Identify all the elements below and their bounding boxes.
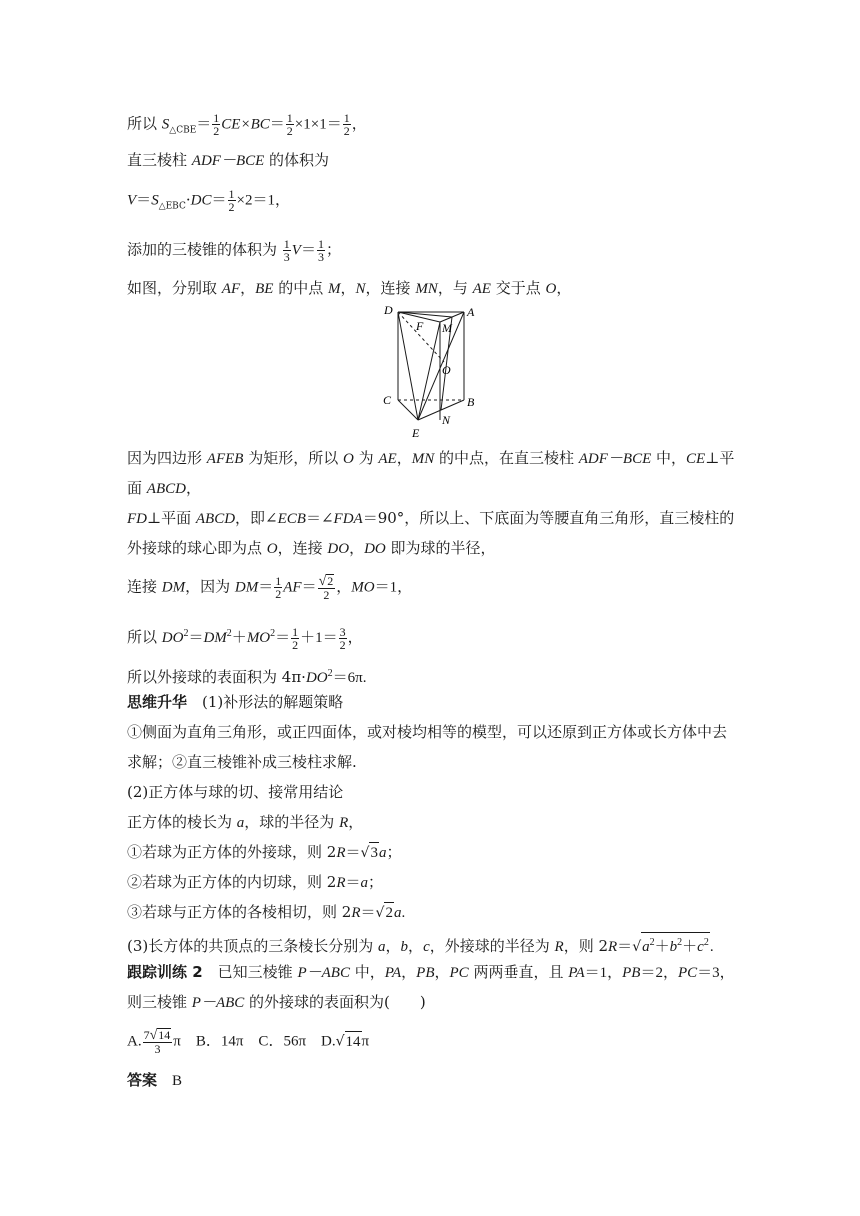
text: . [401,905,406,921]
math-expr: ABCD [195,511,236,527]
text-line-23 [127,992,426,1013]
math-expr: R [336,845,346,861]
math-expr: ADF－BCE [191,153,265,169]
math-expr: DC [190,192,212,209]
text: ， [408,937,424,955]
text: · [185,190,191,209]
math-expr: AE [378,451,397,467]
text-line-20 [127,902,405,923]
text: 则三棱锥 [127,993,192,1011]
text: ， [340,279,356,297]
math-expr: CE×BC [221,116,270,133]
math-expr: FD [127,511,147,527]
math-expr: AE [472,281,491,297]
text: π B．14π C．56π D. [173,1033,336,1050]
label-M: M [442,321,452,335]
subscript: △CBE [169,125,197,136]
math-expr: c [697,939,704,955]
text: ③若球与正方体的各棱相切，则 2 [127,903,352,921]
edge-FE2 [418,322,440,420]
math-expr: a [236,815,245,831]
label-N: N [442,413,451,427]
text-line-14 [127,722,727,742]
text: ， [351,114,367,133]
math-expr: N [355,281,366,297]
text: ＝ [196,114,212,133]
text: . [709,939,714,955]
text: ＝ [275,628,291,646]
math-V: V [291,242,301,259]
text-line-8 [127,508,734,529]
text: ＝3， [697,965,735,981]
text: ②若球为正方体的内切球，则 2 [127,873,337,891]
fraction-denominator: 3 [317,250,324,264]
text-line-18 [127,842,401,863]
text: ， [348,813,364,831]
fraction-numerator: 1 [283,237,290,251]
sqrt-sign: √ [375,905,385,921]
math-expr: ADF－BCE [578,451,652,467]
fraction-numerator [318,574,336,588]
text: ； [368,873,384,891]
option-label: A. [127,1033,142,1050]
text: ＝ [617,937,633,955]
math-expr: DM [203,630,227,646]
fraction-denominator: 3 [283,250,290,264]
text-line-22 [127,962,735,983]
text: ⊥平面 [147,509,196,527]
sqrt-radicand: 2 [327,574,334,588]
text: 中， [349,963,385,981]
text: ＝2， [640,965,678,981]
prism-figure [378,300,488,442]
text: ×1×1＝ [294,116,342,133]
text: ，球的半径为 [244,813,340,831]
label-A: A [467,305,475,319]
edge-DE [398,312,418,420]
sqrt-radicand: 3 [369,842,379,863]
text: (3)长方体的共顶点的三条棱长分别为 [127,937,379,955]
text: ＝ [258,577,274,596]
text: ＋ [654,937,670,955]
text: ＝ [301,577,317,596]
text-line-11 [127,624,363,651]
text: ， [336,577,352,596]
text-line-3 [127,188,290,217]
text: ， [385,937,401,955]
math-expr: DM [161,579,186,596]
math-expr: PA [384,965,402,981]
fraction-numerator: 3 [339,624,346,639]
math-expr: O [266,541,278,557]
math-expr: P－ABC [191,995,245,1011]
text-line-7 [127,478,201,499]
math-expr: b [400,939,409,955]
text: 如图，分别取 [127,279,222,297]
math-expr: M [328,281,341,297]
answer-value: B [157,1073,183,1089]
text: ＝ [269,114,285,133]
fraction-denominator: 2 [292,637,299,652]
math-expr: R [336,875,346,891]
text: 面 [127,479,147,497]
sqrt-sign: √ [335,1033,345,1050]
text: ， [240,279,256,297]
superscript: 2 [226,628,232,639]
sqrt-radicand: 2 [384,902,394,923]
text: 正方体的棱长为 [127,813,237,831]
text: ＝∠ [305,509,334,527]
superscript: 2 [649,937,655,948]
fraction-denominator: 2 [275,587,282,601]
text: ×2＝1， [236,192,290,209]
text: ＝90°，所以上、下底面为等腰直角三角形，直三棱柱的 [362,509,735,527]
text: ＋1＝ [300,630,338,646]
fraction [291,626,299,651]
text: 为矩形，所以 [243,449,343,467]
text: ＝ [345,873,361,891]
fraction [317,238,325,263]
math-expr: R [608,939,618,955]
answer-heading: 答案 [127,1071,158,1089]
text: ， [434,963,450,981]
fraction [286,112,294,137]
math-expr: ABCD [146,481,186,497]
text: 所以 [127,114,162,133]
math-expr: O [545,281,557,297]
math-expr: R [339,815,349,831]
text: 的中点 [273,279,328,297]
fraction-numerator: 1 [228,187,235,201]
text: 为 [353,449,379,467]
math-expr: FDA [333,511,363,527]
math-expr: BE [255,281,274,297]
superscript: 2 [703,937,709,948]
math-expr: PB [416,965,435,981]
math-expr: MN [411,451,435,467]
fraction-denominator: 2 [318,588,336,601]
math-expr: ECB [277,511,306,527]
fraction [318,574,336,601]
text: ， [347,628,363,646]
text: ，因为 [185,577,235,596]
text: 因为四边形 [127,449,207,467]
text: 添加的三棱锥的体积为 [127,240,282,259]
text: 求解；②直三棱锥补成三棱柱求解. [127,753,357,771]
fraction [228,188,236,213]
text: ； [386,843,402,861]
math-expr: MN [415,281,438,297]
text: 直三棱柱 [127,151,192,169]
fraction-numerator: 1 [292,624,299,639]
text-line-2 [127,150,329,171]
text-line-4 [127,238,341,263]
math-expr: O [342,451,354,467]
text: 即为球的半径， [385,539,496,557]
text: 中， [651,449,687,467]
label-O: O [442,363,451,377]
text: ， [349,539,365,557]
math-expr: MO [246,630,271,646]
section-heading: 跟踪训练 2 [127,963,203,981]
math-expr: a [378,845,387,861]
subscript: △EBC [158,201,186,212]
edge-AE [418,312,464,420]
text: 外接球的球心即为点 [127,539,267,557]
text: ， [396,449,412,467]
text: ①若球为正方体的外接球，则 2 [127,843,337,861]
text: ，即∠ [235,509,278,527]
text: ＝ [188,628,204,646]
section-heading: 思维升华 [127,693,188,711]
math-expr: AF [283,579,302,596]
text: 已知三棱锥 [202,963,298,981]
text: ，连接 [365,279,416,297]
fraction-denominator: 2 [228,200,235,214]
fraction-numerator: 1 [213,111,220,125]
fraction [283,238,291,263]
math-expr: a [393,905,402,921]
text-line-25-answer [127,1070,182,1091]
sqrt-sign: √ [149,1028,158,1043]
text: ，则 2 [563,937,608,955]
math-S: S [161,116,170,133]
fraction-numerator: 1 [275,574,282,588]
text-line-24-options [127,1028,369,1055]
text-line-10 [127,574,412,601]
math-expr: a [642,939,650,955]
math-expr: PA [568,965,585,981]
sqrt-radicand: 14 [345,1031,362,1052]
math-expr: PB [622,965,641,981]
superscript: 2 [270,628,276,639]
text: (2)正方体与球的切、接常用结论 [127,783,344,801]
fraction [274,575,282,600]
text: ＝1， [374,579,413,596]
text: ； [325,240,341,259]
math-expr: PC [677,965,698,981]
text: 7 [143,1028,150,1042]
fraction-denominator: 2 [213,124,220,138]
text: ，与 [437,279,473,297]
text-line-13 [127,692,343,712]
text-line-19 [127,872,383,893]
superscript: 2 [677,937,683,948]
fraction [343,112,351,137]
text-line-1 [127,112,367,141]
math-V: V [127,192,137,209]
math-expr: b [669,939,678,955]
math-expr: R [351,905,361,921]
text: ＝ [360,903,376,921]
text: 的体积为 [264,151,330,169]
sqrt-radicand [641,932,710,957]
text: ＝1， [584,965,623,981]
sqrt-sign: √ [632,939,642,955]
label-C: C [383,393,392,407]
text: ⊥平 [705,449,735,467]
text-line-17 [127,812,363,833]
sqrt-radicand: 14 [158,1028,171,1042]
math-expr: P－ABC [297,965,350,981]
fraction-denominator: 2 [286,124,293,138]
fraction-numerator: 1 [286,111,293,125]
math-expr: a [378,939,386,955]
label-D: D [384,303,393,317]
text-line-12 [127,664,366,688]
math-expr: R [554,939,564,955]
text-line-16 [127,782,343,802]
text-line-9 [127,538,496,559]
text: ＝ [136,190,152,209]
text: 的中点，在直三棱柱 [434,449,579,467]
fraction-denominator: 2 [343,124,350,138]
sqrt-sign: √ [318,574,327,589]
math-expr: PC [449,965,469,981]
text: (1)补形法的解题策略 [187,693,344,711]
text-line-15 [127,752,357,772]
text: 的外接球的表面积为( ) [244,993,426,1011]
math-expr: DO [364,541,386,557]
text: ＝ [211,190,227,209]
superscript: 2 [183,628,189,639]
fraction [339,626,347,651]
fraction-denominator: 2 [339,637,346,652]
text: ①侧面为直角三角形，或正四面体，或对棱均相等的模型，可以还原到正方体或长方体中去 [127,723,728,741]
fraction-numerator: 1 [343,111,350,125]
text: ＝ [345,843,361,861]
text: ＋ [682,937,698,955]
text: ， [556,279,572,297]
math-S: S [151,192,159,209]
math-expr: a [360,875,369,891]
fraction [143,1028,173,1055]
fraction [212,112,220,137]
math-expr: DO [305,670,328,686]
text: ， [401,963,417,981]
text: π [361,1033,370,1050]
text: 连接 [127,577,162,596]
math-expr: MO [351,579,375,596]
text: 两两垂直，且 [468,963,569,981]
text: ＝6π. [332,670,367,686]
text: 交于点 [490,279,546,297]
text: ，外接球的半径为 [429,937,555,955]
fraction-numerator [143,1028,173,1042]
math-expr: AFEB [206,451,244,467]
text: ＋ [231,628,247,646]
math-expr: DO [161,630,184,646]
text: ＝ [300,240,316,259]
text: ， [185,479,201,497]
math-expr: DM [234,579,259,596]
fraction-numerator: 1 [317,237,324,251]
label-E: E [412,426,420,440]
fraction-denominator: 3 [143,1042,173,1055]
label-B: B [467,395,475,409]
text: ，连接 [277,539,328,557]
text: 所以外接球的表面积为 4π· [127,668,306,686]
math-expr: DO [327,541,350,557]
math-expr: c [423,939,430,955]
text-line-6 [127,448,734,469]
text-line-21 [127,932,714,957]
superscript: 2 [327,668,333,679]
text: 所以 [127,628,162,646]
text-line-5 [127,278,571,299]
sqrt-sign: √ [360,845,370,861]
math-expr: AF [221,281,241,297]
edge-DM [398,312,452,317]
math-expr: CE [686,451,706,467]
label-F: F [416,319,424,333]
